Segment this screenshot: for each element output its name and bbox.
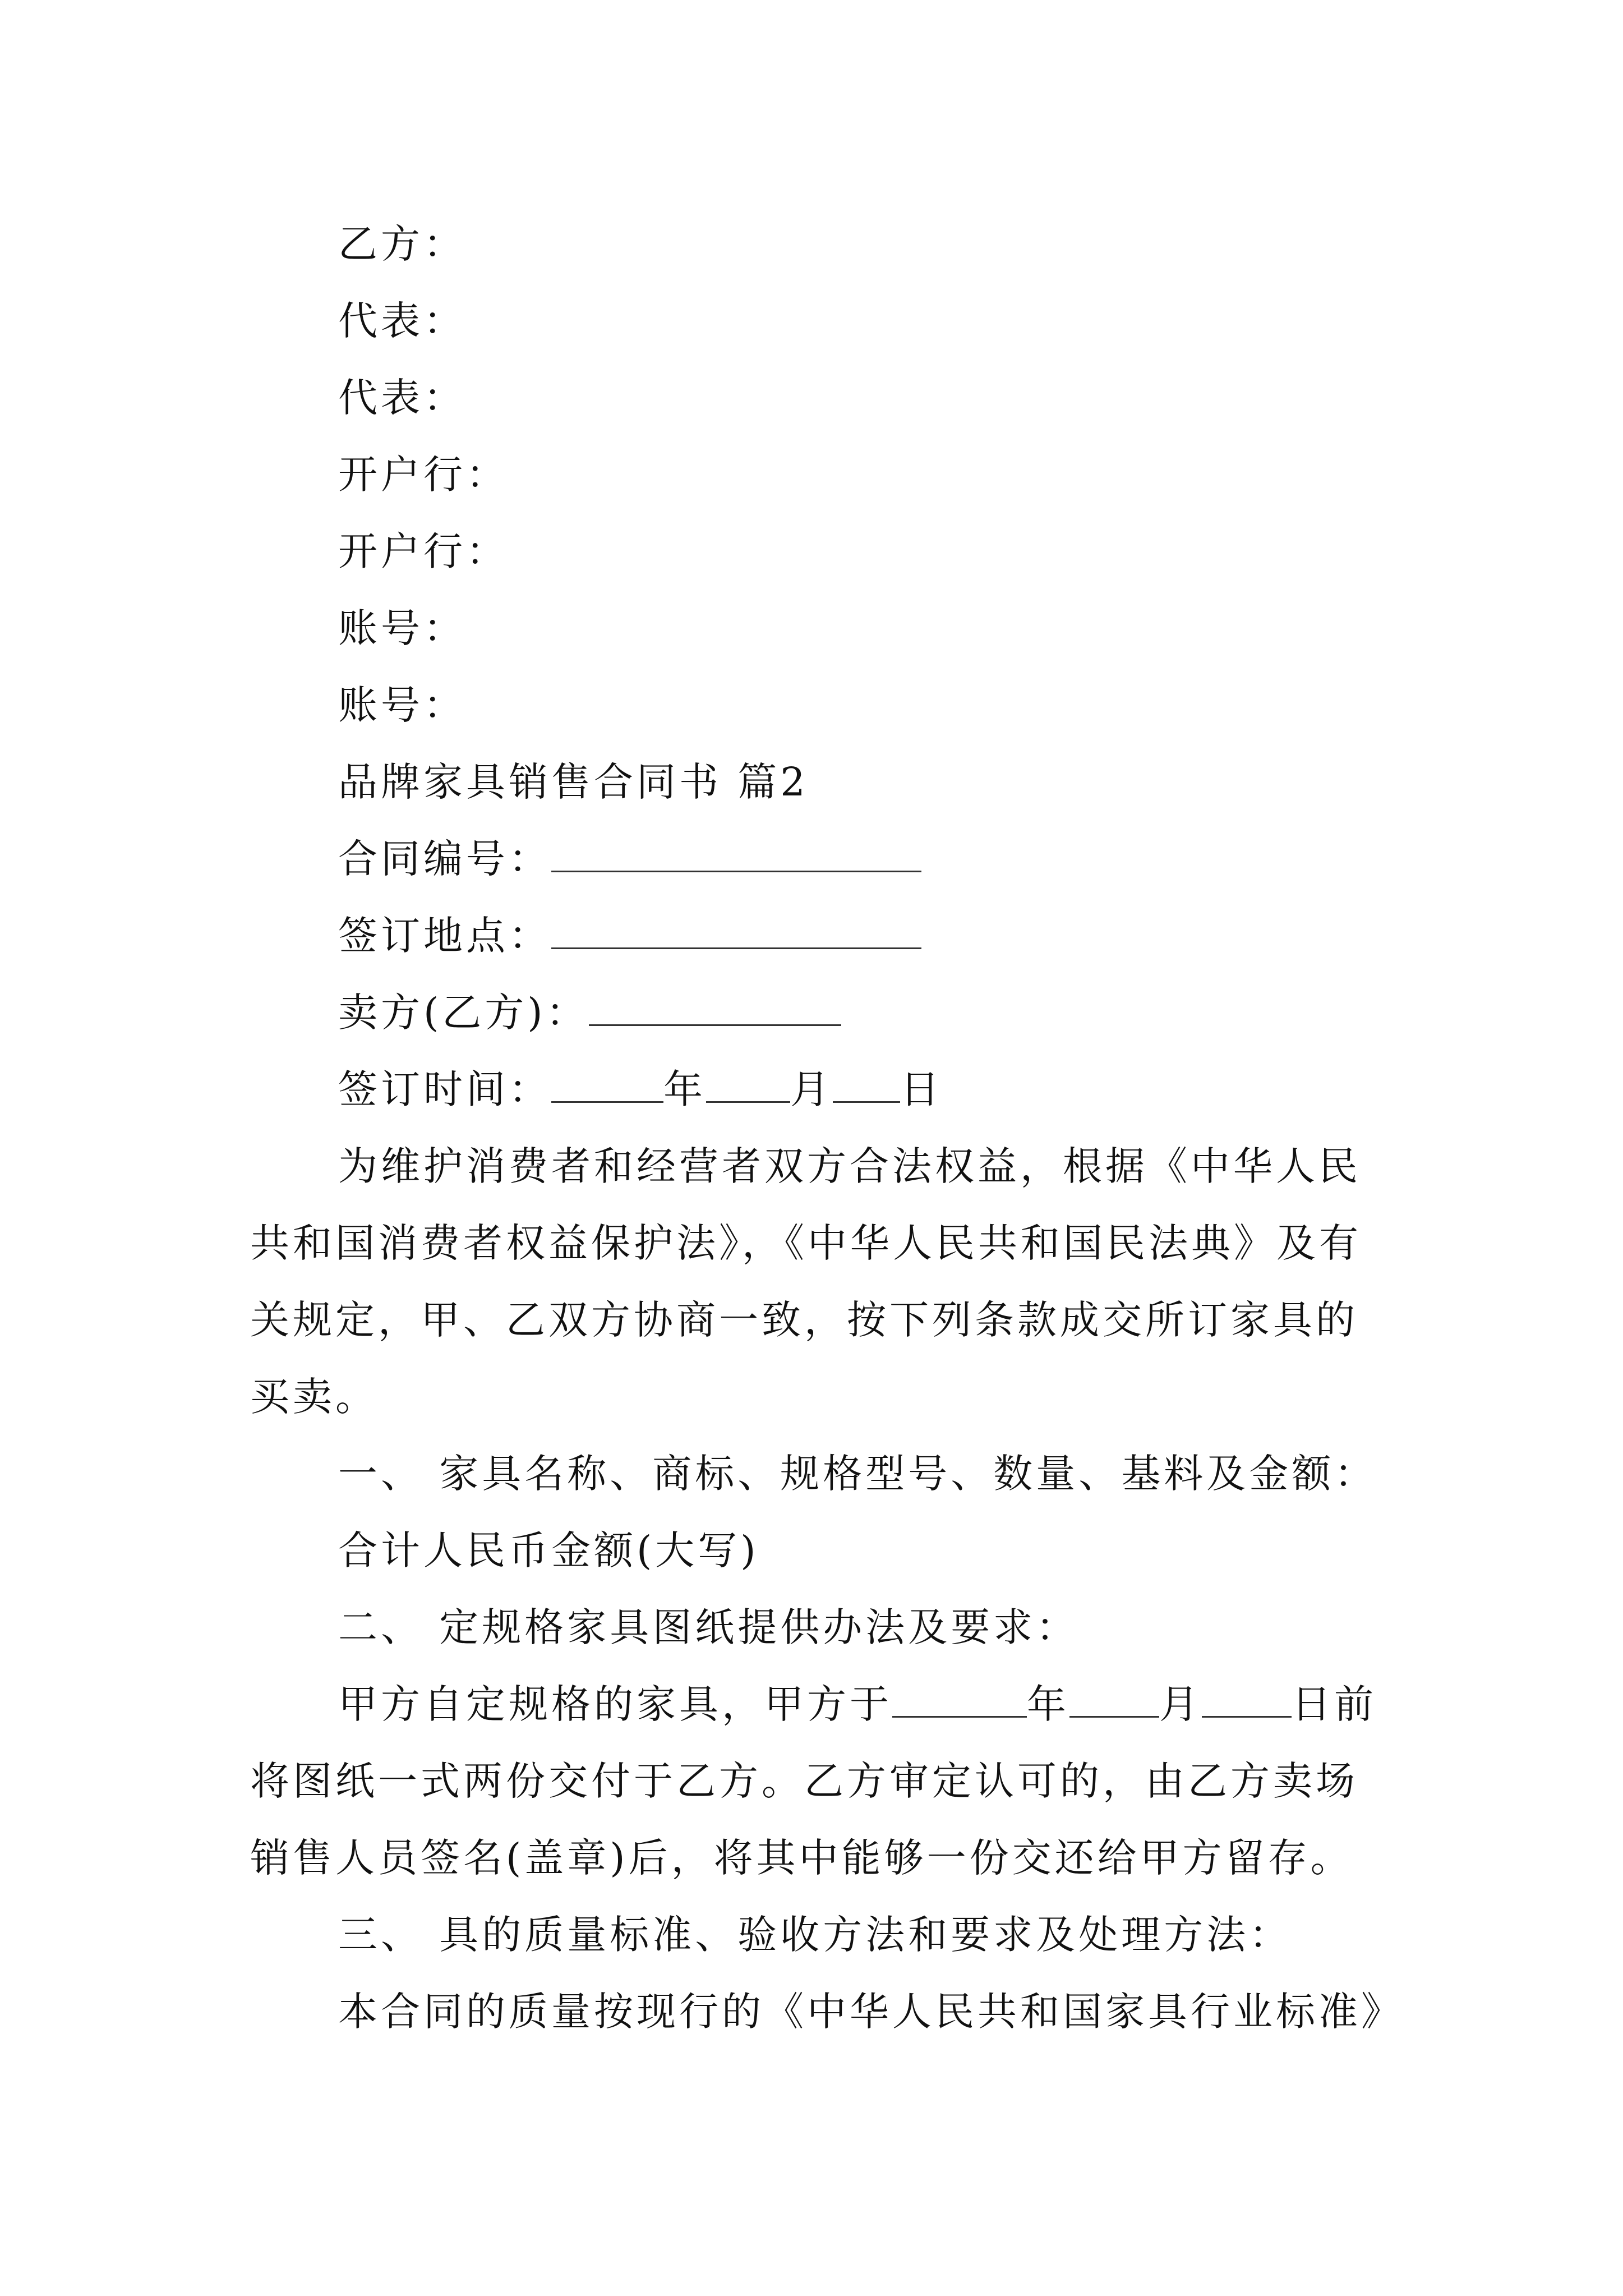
contract-number-row (338, 834, 921, 884)
clause-3-heading: 三、 具的质量标准、验收方法和要求及处理方法： (338, 1912, 1292, 1958)
month-blank (1069, 1681, 1159, 1718)
paragraph-line: 本合同的质量按现行的《中华人民共和国家具行业标准》 (338, 1989, 1404, 2035)
bank-label: 开户行： (338, 452, 509, 498)
contract-number-label: 合同编号： (338, 836, 551, 882)
year-blank (551, 1066, 663, 1103)
account-label: 账号： (338, 605, 466, 651)
drawing-date-text: 甲方自定规格的家具，甲方于 (338, 1681, 892, 1727)
total-amount-label: 合计人民币金额(大写) (338, 1527, 759, 1573)
paragraph-line: 将图纸一式两份交付于乙方。乙方审定认可的，由乙方卖场 (250, 1758, 1358, 1804)
paragraph-line: 共和国消费者权益保护法》，《中华人民共和国民法典》及有 (250, 1220, 1362, 1266)
party-b-label: 乙方： (338, 221, 466, 267)
day-label: 日前 (1292, 1681, 1377, 1727)
seller-row (338, 987, 841, 1038)
signing-place-blank (551, 913, 921, 949)
month-label: 月 (1159, 1681, 1202, 1727)
seller-blank (589, 990, 841, 1026)
paragraph-line: 销售人员签名(盖章)后，将其中能够一份交还给甲方留存。 (250, 1835, 1353, 1881)
paragraph-line: 为维护消费者和经营者双方合法权益，根据《中华人民 (338, 1143, 1361, 1189)
bank-label-2: 开户行： (338, 528, 509, 574)
drawing-date-row (338, 1679, 1377, 1729)
signing-place-row (338, 910, 921, 961)
contract-number-blank (551, 836, 921, 872)
day-label: 日 (900, 1066, 943, 1112)
month-label: 月 (790, 1066, 833, 1112)
signing-time-row (338, 1064, 943, 1115)
representative-label-2: 代表： (338, 375, 466, 421)
month-blank (706, 1066, 790, 1103)
signing-time-label: 签订时间： (338, 1066, 551, 1112)
clause-1-heading: 一、 家具名称、商标、规格型号、数量、基料及金额： (338, 1451, 1377, 1497)
year-label: 年 (1027, 1681, 1069, 1727)
representative-label: 代表： (338, 298, 466, 344)
clause-2-heading: 二、 定规格家具图纸提供办法及要求： (338, 1604, 1079, 1650)
year-blank (892, 1681, 1027, 1718)
year-label: 年 (663, 1066, 706, 1112)
day-blank (833, 1066, 900, 1103)
day-blank (1202, 1681, 1292, 1718)
signing-place-label: 签订地点： (338, 913, 551, 959)
paragraph-line: 买卖。 (250, 1374, 378, 1420)
seller-label: 卖方(乙方)： (338, 990, 589, 1036)
section-title: 品牌家具销售合同书 篇2 (338, 759, 809, 805)
paragraph-line: 关规定，甲、乙双方协商一致，按下列条款成交所订家具的 (250, 1297, 1358, 1343)
account-label-2: 账号： (338, 682, 466, 728)
